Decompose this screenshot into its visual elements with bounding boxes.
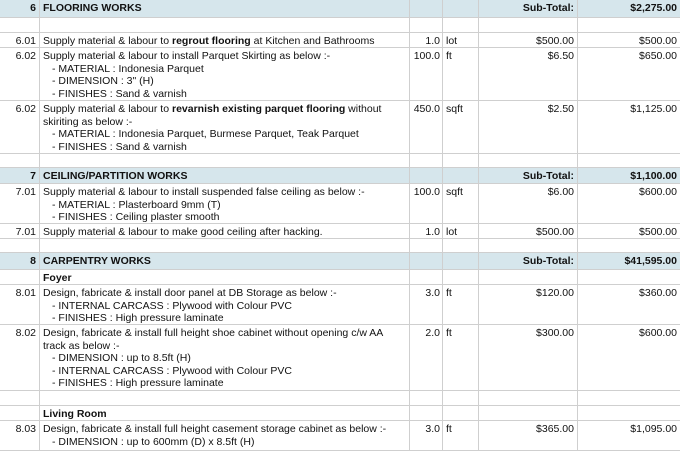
item-description: Supply material & labour to install suspended false ceiling as below :- - MATERIAL : Plasterboard 9mm (T) - FINISHES : Ceiling plaster smooth bbox=[40, 184, 410, 223]
item-qty: 3.0 bbox=[410, 285, 443, 324]
table-row[interactable] bbox=[0, 421, 680, 451]
item-rate: $500.00 bbox=[479, 33, 578, 47]
item-rate: $2.50 bbox=[479, 101, 578, 153]
item-amount: $650.00 bbox=[639, 50, 677, 62]
subheading-row[interactable] bbox=[0, 270, 680, 285]
item-number: 7.01 bbox=[0, 184, 40, 223]
item-number: 6.01 bbox=[0, 33, 40, 47]
area-heading: Living Room bbox=[40, 406, 410, 420]
item-amount: $1,095.00 bbox=[630, 423, 677, 435]
item-qty: 2.0 bbox=[410, 325, 443, 390]
blank-row[interactable] bbox=[0, 391, 680, 406]
section-title: CEILING/PARTITION WORKS bbox=[40, 168, 410, 183]
table-row[interactable] bbox=[0, 184, 680, 224]
table-row[interactable] bbox=[0, 285, 680, 325]
area-heading: Foyer bbox=[40, 270, 410, 284]
section-header-row[interactable] bbox=[0, 168, 680, 184]
item-unit: sqft bbox=[443, 101, 479, 153]
item-rate: $365.00 bbox=[479, 421, 578, 450]
item-amount: $500.00 bbox=[639, 35, 677, 47]
item-qty: 100.0 bbox=[410, 48, 443, 100]
section-header-row[interactable] bbox=[0, 0, 680, 18]
blank-row[interactable] bbox=[0, 18, 680, 33]
item-unit: ft bbox=[443, 285, 479, 324]
item-description: Supply material & labour to regrout flooring at Kitchen and Bathrooms bbox=[40, 33, 410, 47]
table-row[interactable] bbox=[0, 325, 680, 391]
item-unit: lot bbox=[443, 224, 479, 238]
item-amount: $1,125.00 bbox=[630, 103, 677, 115]
section-title: FLOORING WORKS bbox=[40, 0, 410, 17]
blank-row[interactable] bbox=[0, 154, 680, 168]
item-amount: $600.00 bbox=[639, 327, 677, 339]
item-qty: 1.0 bbox=[410, 33, 443, 47]
item-qty: 100.0 bbox=[410, 184, 443, 223]
item-number: 8.02 bbox=[0, 325, 40, 390]
item-description: Design, fabricate & install full height shoe cabinet without opening c/w AA track as below :- - DIMENSION : up to 8.5ft (H) - INTERNAL CARCASS : Plywood with Colour PVC - FINISHES : High pressure laminate bbox=[40, 325, 410, 390]
item-amount: $360.00 bbox=[639, 287, 677, 299]
section-number: 6 bbox=[0, 0, 40, 17]
section-title: CARPENTRY WORKS bbox=[40, 253, 410, 269]
item-unit: ft bbox=[443, 325, 479, 390]
blank-row[interactable] bbox=[0, 239, 680, 253]
item-number: 8.03 bbox=[0, 421, 40, 450]
subtotal-value: $41,595.00 bbox=[624, 255, 677, 267]
subtotal-value: $1,100.00 bbox=[630, 170, 677, 182]
item-unit: sqft bbox=[443, 184, 479, 223]
item-rate: $6.00 bbox=[479, 184, 578, 223]
item-description: Design, fabricate & install door panel at DB Storage as below :- - INTERNAL CARCASS : Plywood with Colour PVC - FINISHES : High pressure laminate bbox=[40, 285, 410, 324]
section-number: 7 bbox=[0, 168, 40, 183]
item-number: 7.01 bbox=[0, 224, 40, 238]
item-qty: 1.0 bbox=[410, 224, 443, 238]
item-rate: $500.00 bbox=[479, 224, 578, 238]
item-number: 6.02 bbox=[0, 101, 40, 153]
table-row[interactable] bbox=[0, 101, 680, 154]
item-qty: 3.0 bbox=[410, 421, 443, 450]
item-description: Supply material & labour to install Parquet Skirting as below :- - MATERIAL : Indonesia Parquet - DIMENSION : 3" (H) - FINISHES : Sand & varnish bbox=[40, 48, 410, 100]
subtotal-label: Sub-Total: bbox=[479, 0, 578, 17]
item-description: Supply material & labour to make good ceiling after hacking. bbox=[40, 224, 410, 238]
item-amount: $500.00 bbox=[639, 226, 677, 238]
table-row[interactable] bbox=[0, 33, 680, 48]
table-row[interactable] bbox=[0, 48, 680, 101]
section-header-row[interactable] bbox=[0, 253, 680, 270]
item-unit: lot bbox=[443, 33, 479, 47]
subheading-row[interactable] bbox=[0, 406, 680, 421]
item-rate: $6.50 bbox=[479, 48, 578, 100]
item-rate: $300.00 bbox=[479, 325, 578, 390]
item-rate: $120.00 bbox=[479, 285, 578, 324]
section-number: 8 bbox=[0, 253, 40, 269]
item-qty: 450.0 bbox=[410, 101, 443, 153]
item-number: 8.01 bbox=[0, 285, 40, 324]
table-row[interactable] bbox=[0, 224, 680, 239]
item-amount: $600.00 bbox=[639, 186, 677, 198]
item-unit: ft bbox=[443, 421, 479, 450]
item-number: 6.02 bbox=[0, 48, 40, 100]
item-description: Design, fabricate & install full height casement storage cabinet as below :- - DIMENSION : up to 600mm (D) x 8.5ft (H) bbox=[40, 421, 410, 450]
subtotal-label: Sub-Total: bbox=[479, 253, 578, 269]
subtotal-value: $2,275.00 bbox=[630, 2, 677, 14]
subtotal-label: Sub-Total: bbox=[479, 168, 578, 183]
item-description: Supply material & labour to revarnish existing parquet flooring without skiriting as below :- - MATERIAL : Indonesia Parquet, Burmese Parquet, Teak Parquet - FINISHES : Sand & varnish bbox=[40, 101, 410, 153]
item-unit: ft bbox=[443, 48, 479, 100]
